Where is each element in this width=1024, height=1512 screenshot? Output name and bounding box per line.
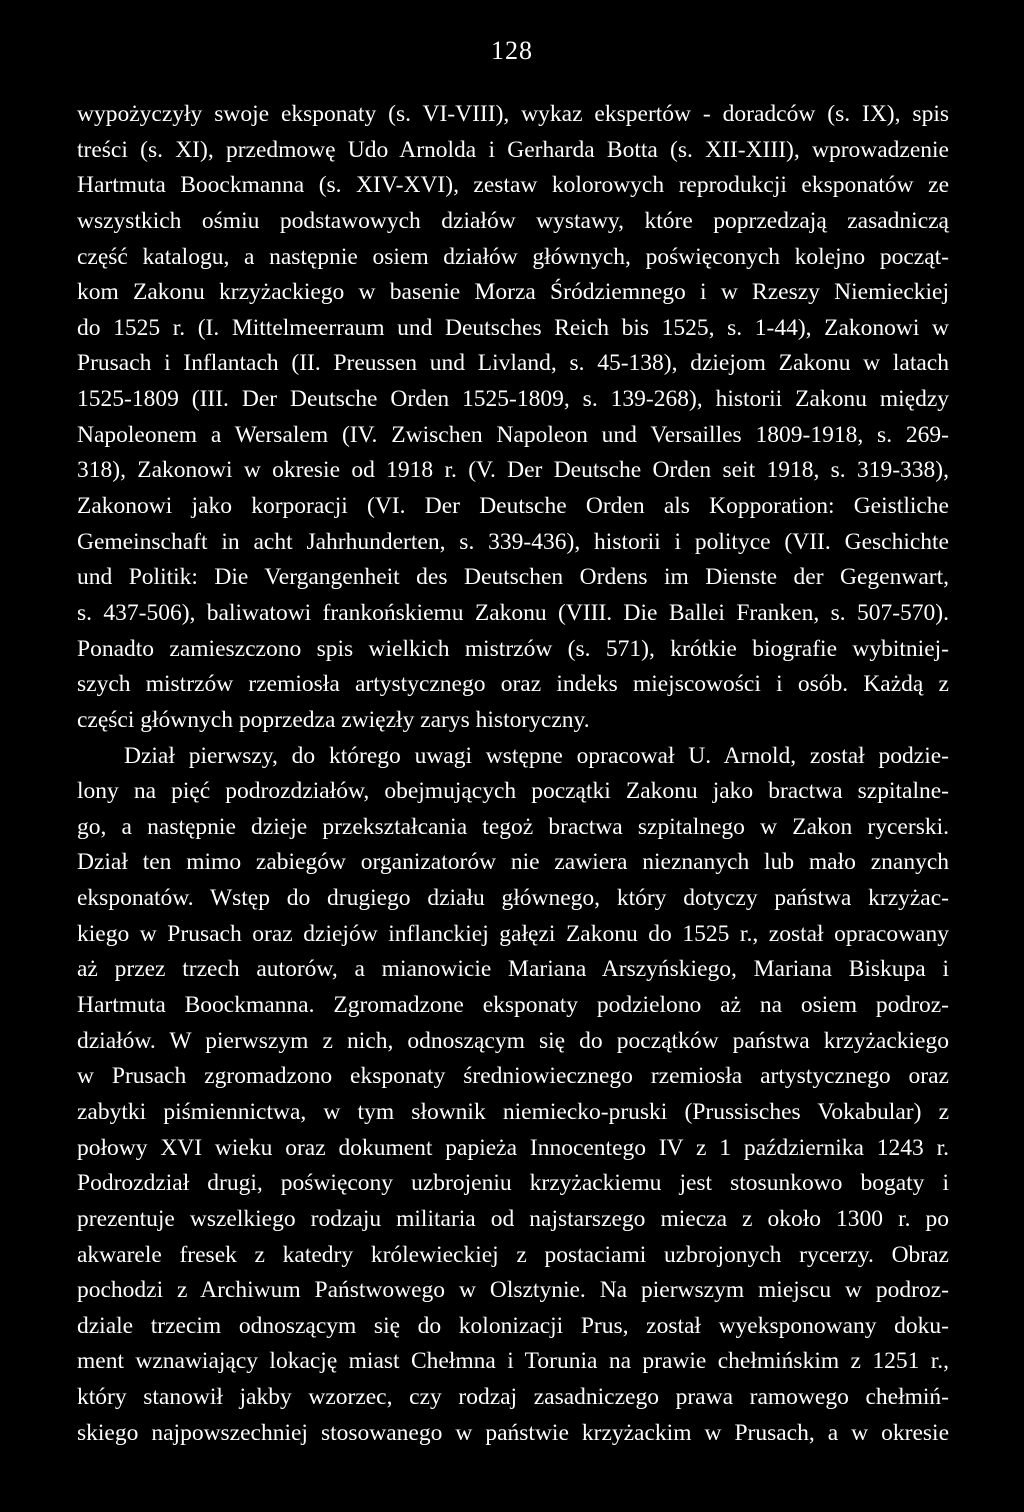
- text-line: do 1525 r. (I. Mittelmeerraum und Deutsches Reich bis 1525, s. 1-44), Zakonowi w: [77, 314, 949, 341]
- text-line: eksponatów. Wstęp do drugiego działu głównego, który dotyczy państwa krzyżac-: [77, 885, 949, 912]
- text-line: akwarele fresek z katedry królewieckiej z postaciami uzbrojonych rycerzy. Obraz: [77, 1241, 949, 1268]
- text-line: Gemeinschaft in acht Jahrhunderten, s. 339-436), historii i polityce (VII. Geschichte: [77, 528, 949, 555]
- text-line: szych mistrzów rzemiosła artystycznego oraz indeks miejscowości i osób. Każdą z: [77, 671, 949, 698]
- text-line-paragraph-end: części głównych poprzedza zwięzły zarys historyczny.: [77, 706, 590, 733]
- text-line: ment wznawiający lokację miast Chełmna i Torunia na prawie chełmińskim z 1251 r.,: [77, 1348, 949, 1375]
- text-line: prezentuje wszelkiego rodzaju militaria od najstarszego miecza z około 1300 r. po: [77, 1205, 949, 1232]
- text-line: Prusach i Inflantach (II. Preussen und Livland, s. 45-138), dziejom Zakonu w latach: [77, 350, 949, 377]
- text-line: Hartmuta Boockmanna (s. XIV-XVI), zestaw kolorowych reprodukcji eksponatów ze: [77, 172, 949, 199]
- text-line: lony na pięć podrozdziałów, obejmujących początki Zakonu jako bractwa szpitalne-: [77, 778, 949, 805]
- text-line: Ponadto zamieszczono spis wielkich mistrzów (s. 571), krótkie biografie wybitniej-: [77, 635, 949, 662]
- text-line: kom Zakonu krzyżackiego w basenie Morza Śródziemnego i w Rzeszy Niemieckiej: [77, 279, 949, 306]
- text-line: 1525-1809 (III. Der Deutsche Orden 1525-1809, s. 139-268), historii Zakonu między: [77, 386, 949, 413]
- text-line-paragraph-start: Dział pierwszy, do którego uwagi wstępne opracował U. Arnold, został podzie-: [124, 742, 949, 769]
- text-line: w Prusach zgromadzono eksponaty średniowiecznego rzemiosła artystycznego oraz: [77, 1063, 949, 1090]
- text-line: 318), Zakonowi w okresie od 1918 r. (V. Der Deutsche Orden seit 1918, s. 319-338),: [77, 457, 949, 484]
- text-line: treści (s. XI), przedmowę Udo Arnolda i Gerharda Botta (s. XII-XIII), wprowadzenie: [77, 136, 949, 163]
- text-line: skiego najpowszechniej stosowanego w państwie krzyżackim w Prusach, a w okresie: [77, 1419, 949, 1446]
- text-line: go, a następnie dzieje przekształcania tegoż bractwa szpitalnego w Zakon rycerski.: [77, 813, 949, 840]
- text-line: s. 437-506), baliwatowi frankońskiemu Zakonu (VIII. Die Ballei Franken, s. 507-570).: [77, 599, 949, 626]
- page-number: 128: [491, 36, 533, 65]
- text-line: część katalogu, a następnie osiem działów głównych, poświęconych kolejno począt-: [77, 243, 949, 270]
- text-line: zabytki piśmiennictwa, w tym słownik niemiecko-pruski (Prussisches Vokabular) z: [77, 1098, 949, 1125]
- body-text: [77, 97, 949, 1451]
- text-line: aż przez trzech autorów, a mianowicie Mariana Arszyńskiego, Mariana Biskupa i: [77, 956, 949, 983]
- text-line: Zakonowi jako korporacji (VI. Der Deutsche Orden als Kopporation: Geistliche: [77, 493, 949, 520]
- text-line: Napoleonem a Wersalem (IV. Zwischen Napoleon und Versailles 1809-1918, s. 269-: [77, 421, 949, 448]
- text-line: który stanowił jakby wzorzec, czy rodzaj zasadniczego prawa ramowego chełmiń-: [77, 1384, 949, 1411]
- text-line: dziale trzecim odnoszącym się do kolonizacji Prus, został wyeksponowany doku-: [77, 1312, 949, 1339]
- text-line: Dział ten mimo zabiegów organizatorów nie zawiera nieznanych lub mało znanych: [77, 849, 949, 876]
- text-line: pochodzi z Archiwum Państwowego w Olsztynie. Na pierwszym miejscu w podroz-: [77, 1277, 949, 1304]
- text-line: kiego w Prusach oraz dziejów inflanckiej gałęzi Zakonu do 1525 r., został opracowany: [77, 920, 949, 947]
- text-line: und Politik: Die Vergangenheit des Deutschen Ordens im Dienste der Gegenwart,: [77, 564, 949, 591]
- text-line: Hartmuta Boockmanna. Zgromadzone eksponaty podzielono aż na osiem podroz-: [77, 992, 949, 1019]
- text-line: działów. W pierwszym z nich, odnoszącym się do początków państwa krzyżackiego: [77, 1027, 949, 1054]
- text-line: wypożyczyły swoje eksponaty (s. VI-VIII), wykaz ekspertów - doradców (s. IX), spis: [77, 101, 949, 127]
- text-line: połowy XVI wieku oraz dokument papieża Innocentego IV z 1 października 1243 r.: [77, 1134, 949, 1161]
- text-line: Podrozdział drugi, poświęcony uzbrojeniu krzyżackiemu jest stosunkowo bogaty i: [77, 1170, 949, 1197]
- text-line: wszystkich ośmiu podstawowych działów wystawy, które poprzedzają zasadniczą: [77, 207, 949, 234]
